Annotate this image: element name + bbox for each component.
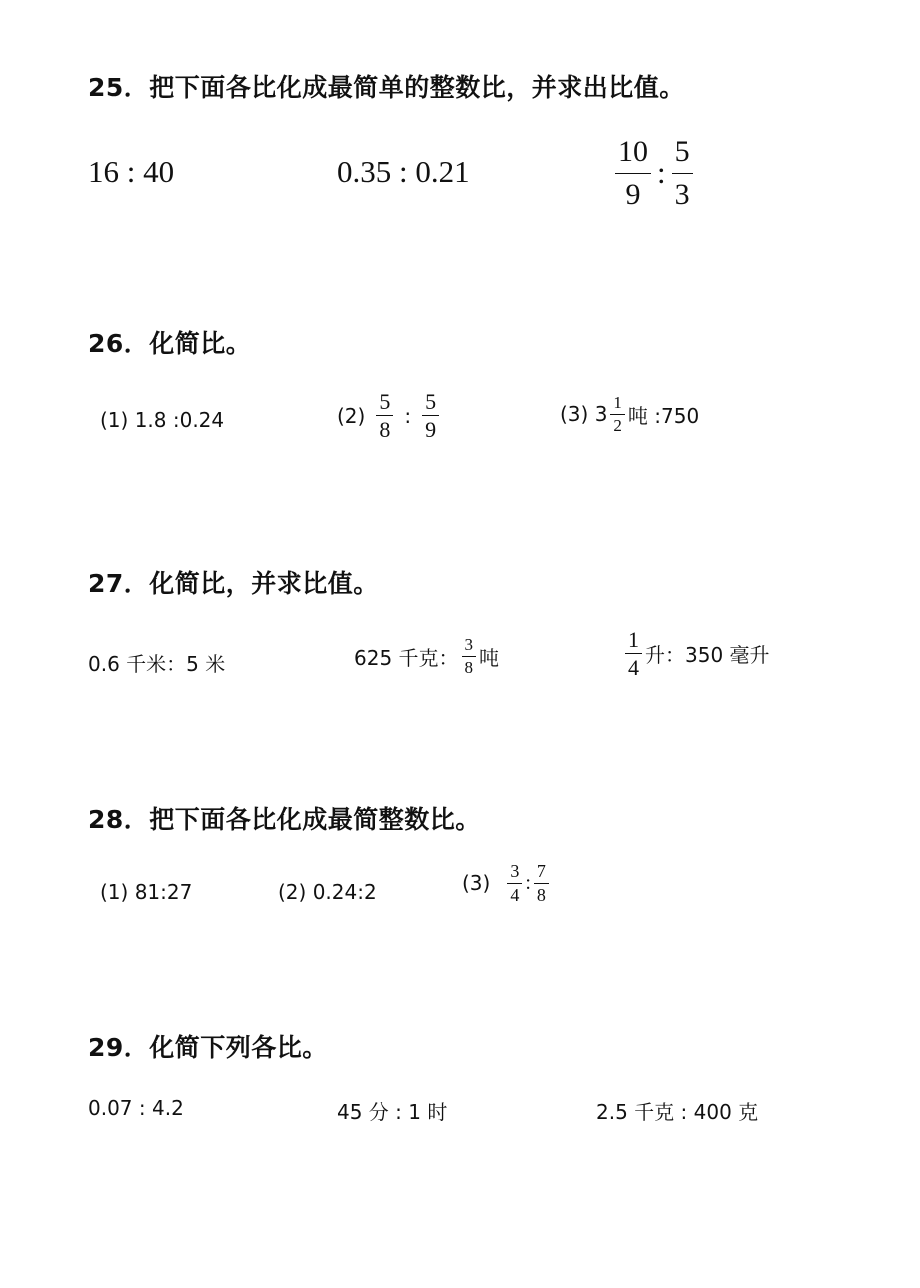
q28-c-prefix: (3) <box>462 871 491 896</box>
q27-fraction-2-denominator: 4 <box>628 655 639 681</box>
q26-colon: : <box>404 403 412 428</box>
q26-ratio-c <box>560 394 699 435</box>
q28-ratio-c <box>462 862 552 905</box>
q25-fraction-2 <box>672 136 693 210</box>
q26-fraction-2-denominator: 9 <box>425 417 437 443</box>
q29-ratio-b: 45 分 : 1 时 <box>337 1100 448 1124</box>
q25-fraction-1 <box>615 136 651 210</box>
q25-ratio-c <box>612 136 696 210</box>
q26-c-suffix: 吨 :750 <box>627 403 700 428</box>
q25-fraction-1-numerator: 10 <box>615 136 651 174</box>
q26-fraction-2 <box>422 390 439 441</box>
q26-fraction-2-numerator: 5 <box>422 390 439 416</box>
question-27-title: 27．化简比，并求比值。 <box>88 569 379 598</box>
q28-fraction-1 <box>507 862 522 905</box>
q26-c-prefix: (3) 3 <box>560 402 608 427</box>
q29-ratio-c: 2.5 千克 : 400 克 <box>596 1100 759 1124</box>
q28-fraction-2 <box>534 862 549 905</box>
q26-ratio-b <box>337 390 442 441</box>
q27-fraction-2-numerator: 1 <box>625 628 642 654</box>
q26-fraction-3-numerator: 1 <box>610 394 625 415</box>
q25-colon: : <box>657 155 666 190</box>
q28-fraction-2-denominator: 8 <box>536 884 546 905</box>
q28-fraction-1-denominator: 4 <box>510 884 520 905</box>
q26-ratio-a: (1) 1.8 :0.24 <box>100 408 225 432</box>
question-26-title: 26．化简比。 <box>88 329 252 358</box>
q28-ratio-a: (1) 81:27 <box>100 880 193 904</box>
q27-b-prefix: 625 千克： <box>354 645 459 670</box>
q26-fraction-1-denominator: 8 <box>379 417 391 443</box>
q25-ratio-a: 16 : 40 <box>88 154 175 189</box>
q27-fraction-1-numerator: 3 <box>462 636 477 657</box>
q27-ratio-b <box>354 636 499 677</box>
q26-fraction-3-denominator: 2 <box>613 415 622 435</box>
question-28-title: 28．把下面各比化成最简整数比。 <box>88 805 481 834</box>
q26-fraction-1-numerator: 5 <box>376 390 393 416</box>
q27-c-suffix: 升：350 毫升 <box>645 643 770 668</box>
q27-fraction-1 <box>462 636 477 677</box>
q25-fraction-2-denominator: 3 <box>674 177 690 211</box>
q27-fraction-1-denominator: 8 <box>464 657 474 677</box>
q27-b-suffix: 吨 <box>479 645 500 670</box>
q27-ratio-c <box>622 628 770 679</box>
q27-fraction-2 <box>625 628 642 679</box>
q25-fraction-2-numerator: 5 <box>672 136 693 174</box>
q27-ratio-a: 0.6 千米：5 米 <box>88 652 226 676</box>
question-29-title: 29．化简下列各比。 <box>88 1033 328 1062</box>
q28-fraction-1-numerator: 3 <box>507 862 522 884</box>
q28-ratio-b: (2) 0.24:2 <box>278 880 377 904</box>
q28-colon: : <box>525 871 531 894</box>
q28-fraction-2-numerator: 7 <box>534 862 549 884</box>
q26-b-prefix: (2) <box>337 403 366 428</box>
q26-fraction-3 <box>610 394 625 435</box>
question-25-title: 25．把下面各比化成最简单的整数比，并求出比值。 <box>88 73 685 102</box>
q25-ratio-b: 0.35 : 0.21 <box>337 154 470 189</box>
q26-fraction-1 <box>376 390 393 441</box>
q25-fraction-1-denominator: 9 <box>625 177 641 211</box>
q29-ratio-a: 0.07 : 4.2 <box>88 1096 184 1120</box>
